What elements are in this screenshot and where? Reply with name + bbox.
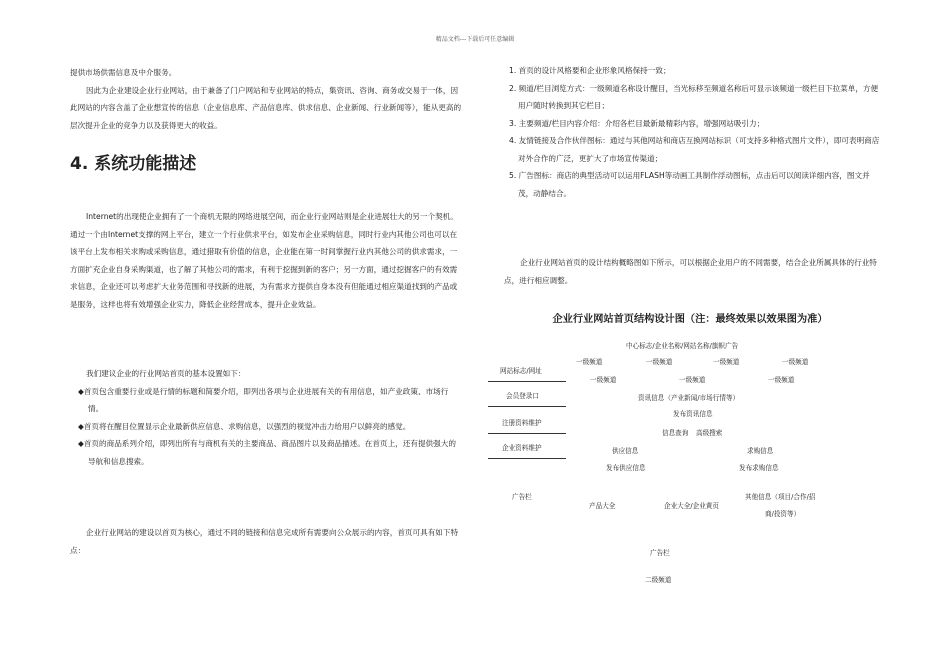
bullet-item: ◆首页的商品系列介绍，即列出所有与商机有关的主要商品、商品图片以及商品描述。在首页上，还有提供强大的导航和信息搜索。 <box>78 439 456 466</box>
right-column <box>504 62 884 297</box>
page-header: 精品文档---下载后可任意编辑 <box>435 36 515 43</box>
other-info-label: 其他信息（项目/合作/招 <box>745 493 816 501</box>
structure-diagram <box>486 310 894 600</box>
secondary-channel-label: 二级频道 <box>645 576 672 584</box>
info-query-label: 信息查询 <box>662 429 689 437</box>
companies-label: 企业大全/企业黄页 <box>664 502 719 510</box>
paragraph: 提供市场供需信息及中介服务。 <box>70 68 177 77</box>
list-item: 2. 频道/栏目浏览方式：一级频道名称设计醒目，当光标移至频道名称后可显示该频道一级栏目下拉菜单，方便用户随时转换到其它栏目； <box>509 83 879 110</box>
list-item: 5. 广告图标：商店的典型活动可以运用FLASH等动画工具制作浮动图标，点击后可以阅读详细内容，图文并茂，动静结合。 <box>509 171 870 198</box>
demand-info-label: 求购信息 <box>747 447 774 455</box>
bullet-item: ◆首页将在醒目位置显示企业最新供应信息、求购信息，以强烈的视觉冲击力给用户以鲜亮的感觉。 <box>78 421 411 431</box>
paragraph: Internet的出现使企业拥有了一个商机无限的网络进展空间，而企业行业网站则是企业进展壮大的另一个契机。通过一个由Internet支撑的网上平台，建立一个行业供求平台，如发布企业采购信息，同时行业内其他公司也可以在该平台上发布相关求购或采购信息，通过猎取有价值的信息，企业能在第一时间掌握行业内其他公司的供求需求，一方面扩充企业自身采购渠道，也了解了其他公司的需求，有利于挖掘到新的客户；另一方面，通过挖掘客户的有效需求信息，企业还可以考虑扩大业务范围和寻找新的进展，为有需求方提供自身本没有但能通过相应渠道找到的产品或是服务，这样也将有效增强企业实力，降低企业经营成本，提升企业效益。 <box>70 212 458 309</box>
list-item: 4. 友情链接及合作伙伴图标：通过与其他网站和商店互换网站标识（可支持多种格式图片文件），即可表明商店对外合作的广泛，更扩大了市场宣传渠道； <box>509 136 880 163</box>
channel-label: 一级频道 <box>768 376 795 384</box>
paragraph: 企业行业网站的建设以首页为核心，通过不同的链接和信息完成所有需要向公众展示的内容，首页可具有如下特点： <box>70 528 459 555</box>
divider-line <box>488 458 566 459</box>
channel-label: 一级频道 <box>713 358 740 366</box>
other-info-label-cont: 商/投资等） <box>765 510 801 518</box>
list-item: 1. 首页的设计风格要和企业形象风格保持一致； <box>509 66 671 75</box>
bullet-item: ◆首页包含重要行业或是行情的标题和简要介绍，即列出各项与企业进展有关的有用信息，如产业政策、市场行情。 <box>78 386 449 413</box>
site-logo-label: 网站标志/网址 <box>500 367 542 375</box>
divider-line <box>488 381 566 382</box>
advanced-search-label: 高级搜索 <box>696 429 723 437</box>
channel-label: 一级频道 <box>782 358 809 366</box>
paragraph: 企业行业网站首页的设计结构概略图如下所示，可以根据企业用户的不同需要，结合企业所属具体的行业特点，进行相应调整。 <box>504 258 877 285</box>
member-login-label: 会员登录口 <box>506 392 539 400</box>
section-heading: 4. 系统功能描述 <box>70 154 197 174</box>
company-maintenance-label: 企业资料维护 <box>502 444 542 452</box>
publish-demand-label: 发布求购信息 <box>739 464 779 472</box>
publish-supply-label: 发布供应信息 <box>606 464 646 472</box>
news-info-label: 资讯信息（产业新闻/市场行情等） <box>638 394 740 402</box>
paragraph: 我们建议企业的行业网站首页的基本设置如下： <box>86 369 246 378</box>
list-item: 3. 主要频道/栏目内容介绍：介绍各栏目最新最精彩内容，增强网站吸引力； <box>509 118 765 128</box>
register-maintenance-label: 注册资料维护 <box>502 419 542 427</box>
supply-info-label: 供应信息 <box>612 447 639 455</box>
ad-bar-left: 广告栏 <box>512 493 532 501</box>
channel-label: 一级频道 <box>576 358 603 366</box>
diagram-title: 企业行业网站首页结构设计图（注：最终效果以效果图为准） <box>552 314 828 325</box>
products-label: 产品大全 <box>589 502 616 510</box>
divider-line <box>488 406 566 407</box>
channel-label: 一级频道 <box>679 376 706 384</box>
left-column <box>70 64 462 559</box>
divider-line <box>488 433 566 434</box>
ad-bar-bottom: 广告栏 <box>650 549 670 557</box>
top-bar-label: 中心标志/企业名称/网站名称/旗帜广告 <box>626 342 739 350</box>
channel-label: 一级频道 <box>646 358 673 366</box>
channel-label: 一级频道 <box>590 376 617 384</box>
publish-news-label: 发布资讯信息 <box>673 410 713 418</box>
paragraph: 因此为企业建设企业行业网站，由于兼备了门户网站和专业网站的特点，集资讯、咨询、商务或交易于一体，因此网站的内容含盖了企业想宣传的信息（企业信息库、产品信息库、供求信息、企业新闻、行业新闻等），能从更高的层次提升企业的竞争力以及获得更大的收益。 <box>70 85 462 130</box>
